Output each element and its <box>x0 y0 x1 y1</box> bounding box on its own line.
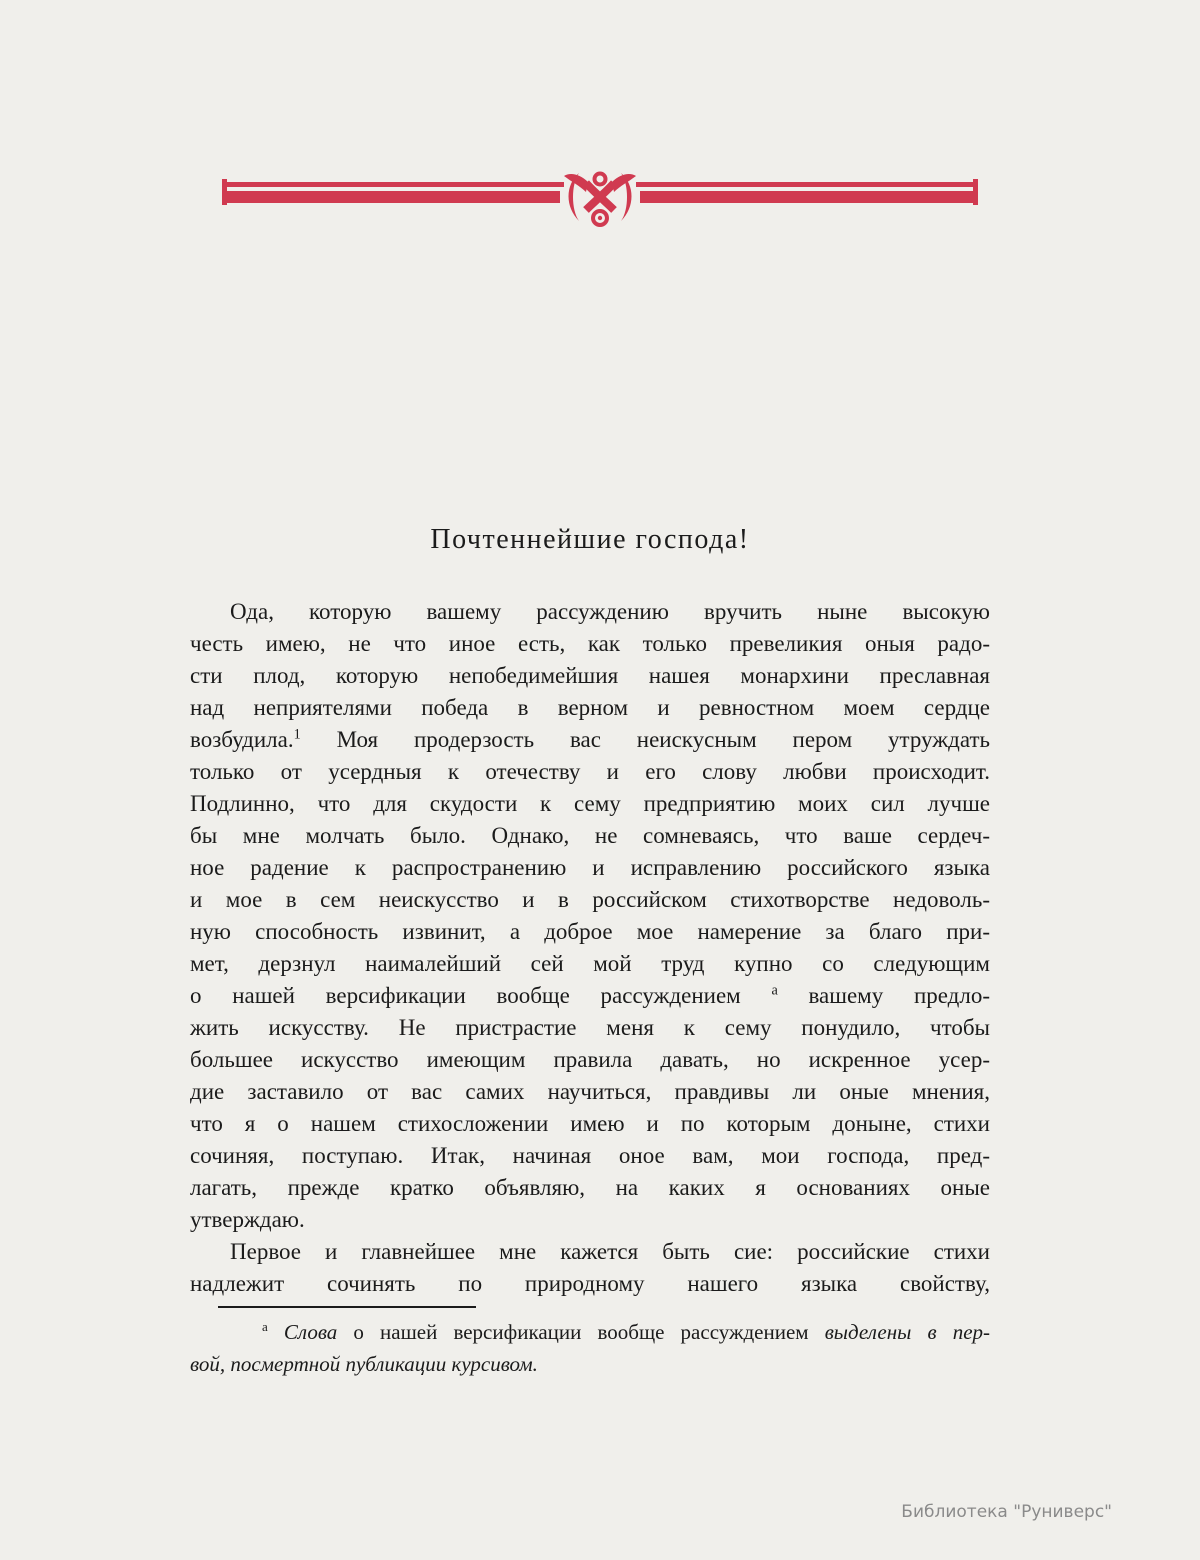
text-line: сочиняя, поступаю. Итак, начиная оное вам, мои господа, пред- <box>190 1143 990 1168</box>
text-line: Первое и главнейшее мне кажется быть сие: российские стихи <box>230 1239 990 1264</box>
body-text <box>190 596 990 1300</box>
text-line: Подлинно, что для скудости к сему предприятию моих сил лучше <box>190 791 990 816</box>
text-line: честь имею, не что иное есть, как только превеликия оныя радо- <box>190 631 990 656</box>
text-line: утверждаю. <box>190 1207 305 1232</box>
text-line: бы мне молчать было. Однако, не сомневаясь, что ваше сердеч- <box>190 823 990 848</box>
text-line: $^а$ Слова о нашей версификации вообще рассуждением выделены в пер- <box>262 1319 991 1344</box>
text-line: ное радение к распространению и исправлению российского языка <box>190 855 990 880</box>
text-line: вой, посмертной публикации курсивом. <box>190 1352 538 1376</box>
ornament-rule-icon <box>222 170 978 228</box>
footnote-marker: а <box>771 982 778 999</box>
text-line: лагать, прежде кратко объявляю, на каких я основаниях оные <box>190 1175 990 1200</box>
text-line: большее искусство имеющим правила давать, но искренное усер- <box>190 1047 990 1072</box>
text-line: только от усердныя к отечеству и его слову любви происходит. <box>190 759 990 784</box>
footnote-marker: 1 <box>293 726 301 743</box>
text-line: возбудила.$^1$ Моя продерзость вас неискусным пером утруждать <box>190 726 990 752</box>
text-line: что я о нашем стихосложении имею и по которым доныне, стихи <box>190 1111 990 1136</box>
text-line: над неприятелями победа в верном и ревностном моем сердце <box>190 695 990 720</box>
text-line: надлежит сочинять по природному нашего языка свойству, <box>190 1271 990 1296</box>
text-line: о нашей версификации вообще рассуждением $^а$ вашему предло- <box>190 982 990 1008</box>
text-line: жить искусству. Не пристрастие меня к сему понудило, чтобы <box>190 1015 990 1040</box>
watermark: Библиотека "Руниверс" <box>901 1502 1112 1522</box>
text-line: сти плод, которую непобедимейшия нашея монархини преславная <box>190 663 990 688</box>
ornament-divider <box>222 170 978 228</box>
text-line: ную способность извинит, а доброе мое намерение за благо при- <box>190 919 990 944</box>
footnote <box>190 1316 990 1380</box>
text-line: Ода, которую вашему рассуждению вручить ныне высокую <box>230 599 990 624</box>
footnote-marker: а <box>262 1319 268 1334</box>
page-title: Почтеннейшие господа! <box>430 524 750 555</box>
text-line: и мое в сем неискусство и в российском стихотворстве недоволь- <box>190 887 990 912</box>
text-line: мет, дерзнул наималейший сей мой труд купно со следующим <box>190 951 990 976</box>
text-line: дие заставило от вас самих научиться, правдивы ли оные мнения, <box>190 1079 990 1104</box>
footnote-separator <box>218 1306 476 1308</box>
